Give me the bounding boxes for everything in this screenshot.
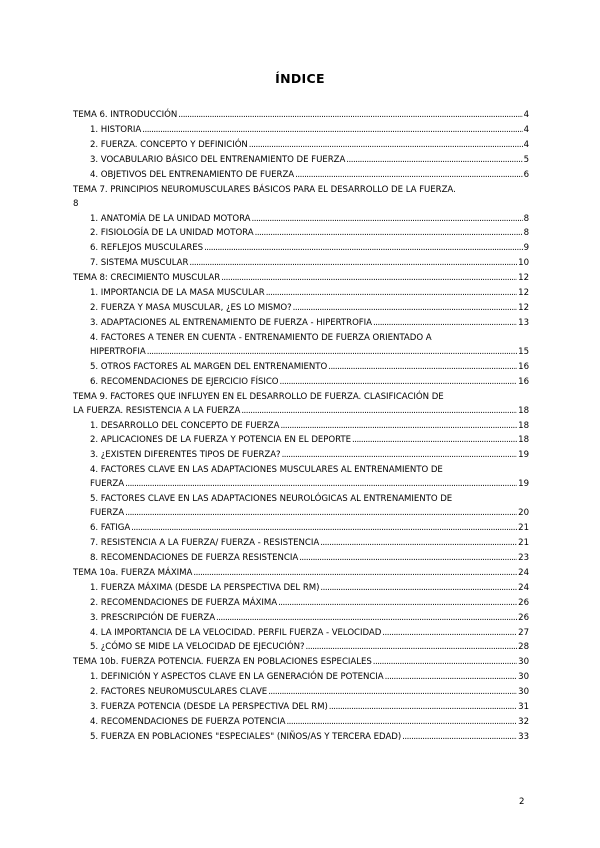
toc-section-entry[interactable] [73, 169, 529, 183]
dot-leader [216, 612, 517, 626]
toc-section-entry[interactable] [73, 332, 529, 359]
dot-leader [255, 227, 523, 241]
dot-leader [293, 302, 518, 316]
toc-entry-page: 30 [518, 657, 529, 668]
toc-section-entry[interactable] [73, 361, 529, 375]
toc-entry-text: 3. VOCABULARIO BÁSICO DEL ENTRENAMIENTO DE FUERZA [90, 154, 346, 165]
toc-section-entry[interactable] [73, 449, 529, 463]
toc-entry-text: TEMA 8: CRECIMIENTO MUSCULAR [73, 273, 221, 284]
toc-chapter-entry[interactable] [73, 656, 529, 670]
toc-section-entry[interactable] [73, 552, 529, 566]
toc-chapter-entry[interactable] [73, 109, 529, 123]
toc-section-entry[interactable] [73, 287, 529, 301]
toc-section-entry[interactable] [73, 376, 529, 390]
toc-entry-text: 4. FACTORES A TENER EN CUENTA - ENTRENAMIENTO DE FUERZA ORIENTADO A [90, 333, 432, 344]
toc-entry-page: 16 [518, 376, 529, 387]
toc-chapter-entry[interactable] [73, 391, 529, 418]
toc-entry-text: 2. FUERZA Y MASA MUSCULAR, ¿ES LO MISMO? [90, 303, 292, 314]
toc-entry-page: 6 [523, 169, 529, 180]
toc-entry-page: 26 [518, 612, 529, 623]
toc-entry-page: 4 [523, 110, 529, 120]
toc-entry-page: 20 [518, 507, 529, 518]
toc-entry-page: 4 [523, 124, 529, 135]
toc-entry-page: 24 [518, 567, 529, 578]
toc-entry-page: 19 [518, 479, 529, 490]
dot-leader [278, 597, 517, 611]
toc-section-entry[interactable] [73, 701, 529, 715]
toc-entry-text: 4. FACTORES CLAVE EN LAS ADAPTACIONES MUSCULARES AL ENTRENAMIENTO DE [90, 465, 443, 476]
toc-section-entry[interactable] [73, 434, 529, 448]
toc-entry-page: 33 [518, 732, 529, 743]
dot-leader [147, 346, 517, 360]
toc-section-entry[interactable] [73, 627, 529, 641]
dot-leader [299, 552, 517, 566]
toc-section-entry[interactable] [73, 612, 529, 626]
toc-entry-text: 2. FACTORES NEUROMUSCULARES CLAVE [90, 687, 268, 698]
dot-leader [295, 169, 522, 183]
toc-entry-text-continued: HIPERTROFIA [90, 346, 146, 357]
toc-entry-page: 12 [518, 288, 529, 299]
dot-leader [193, 567, 517, 581]
dot-leader [125, 507, 517, 521]
toc-entry-text: 5. OTROS FACTORES AL MARGEN DEL ENTRENAMIENTO [90, 361, 328, 372]
toc-entry-text: 7. RESISTENCIA A LA FUERZA/ FUERZA - RESISTENCIA [90, 537, 320, 548]
toc-section-entry[interactable] [73, 420, 529, 434]
toc-entry-page: 21 [518, 522, 529, 533]
toc-entry-text: 5. FACTORES CLAVE EN LAS ADAPTACIONES NEUROLÓGICAS AL ENTRENAMIENTO DE [90, 494, 453, 505]
toc-entry-text: 1. DESARROLLO DEL CONCEPTO DE FUERZA [90, 420, 280, 431]
dot-leader [328, 361, 517, 375]
dot-leader [306, 641, 518, 655]
dot-leader [266, 287, 517, 301]
toc-entry-text: 3. PRESCRIPCIÓN DE FUERZA [90, 612, 216, 623]
toc-entry-page: 16 [518, 361, 529, 372]
toc-entry-text: 1. FUERZA MÁXIMA (DESDE LA PERSPECTIVA DEL RM) [90, 582, 320, 593]
toc-entry-text: 3. ADAPTACIONES AL ENTRENAMIENTO DE FUERZA - HIPERTROFIA [90, 318, 372, 329]
toc-section-entry[interactable] [73, 124, 529, 138]
dot-leader [178, 109, 522, 123]
dot-leader [221, 272, 517, 286]
toc-entry-page: 9 [523, 243, 529, 254]
toc-section-entry[interactable] [73, 317, 529, 331]
dot-leader [252, 213, 523, 227]
toc-entry-text-continued: FUERZA [90, 479, 125, 490]
toc-entry-text: 3. FUERZA POTENCIA (DESDE LA PERSPECTIVA DEL RM) [90, 702, 328, 713]
toc-section-entry[interactable] [73, 464, 529, 491]
toc-entry-page: 18 [518, 405, 529, 416]
toc-entry-page: 18 [518, 435, 529, 446]
dot-leader [320, 582, 517, 596]
toc-section-entry[interactable] [73, 493, 529, 520]
toc-entry-page: 15 [518, 346, 529, 357]
dot-leader [204, 242, 523, 256]
toc-entry-page: 5 [523, 154, 529, 165]
toc-entry-text: 6. RECOMENDACIONES DE EJERCICIO FÍSICO [90, 376, 279, 387]
toc-entry-page: 8 [523, 213, 529, 224]
toc-entry-page: 12 [518, 273, 529, 284]
toc-entry-text: 2. FISIOLOGÍA DE LA UNIDAD MOTORA [90, 228, 254, 239]
toc-section-entry[interactable] [73, 242, 529, 256]
dot-leader [189, 257, 517, 271]
toc-entry-text: TEMA 10a. FUERZA MÁXIMA [73, 567, 193, 578]
toc-entry-page: 13 [518, 318, 529, 329]
toc-section-entry[interactable] [73, 582, 529, 596]
dot-leader [268, 686, 517, 700]
toc-entry-page: 21 [518, 537, 529, 548]
toc-section-entry[interactable] [73, 686, 529, 700]
toc-section-entry[interactable] [73, 302, 529, 316]
dot-leader [352, 434, 517, 448]
dot-leader [249, 139, 523, 153]
toc-section-entry[interactable] [73, 597, 529, 611]
toc-chapter-entry[interactable] [73, 272, 529, 286]
dot-leader [385, 671, 518, 685]
toc-entry-text: 2. RECOMENDACIONES DE FUERZA MÁXIMA [90, 597, 278, 608]
dot-leader [346, 154, 522, 168]
toc-entry-page: 30 [518, 687, 529, 698]
dot-leader [373, 656, 517, 670]
page-number: 2 [519, 797, 525, 807]
toc-entry-text: 1. HISTORIA [90, 124, 142, 135]
toc-entry-page: 27 [518, 627, 529, 638]
toc-entry-page: 4 [523, 139, 529, 150]
toc-entry-text: TEMA 9. FACTORES QUE INFLUYEN EN EL DESARROLLO DE FUERZA. CLASIFICACIÓN DE [73, 391, 444, 402]
toc-entry-text: 4. RECOMENDACIONES DE FUERZA POTENCIA [90, 717, 286, 728]
toc-entry-page: 32 [518, 717, 529, 728]
dot-leader [286, 716, 517, 730]
dot-leader [282, 449, 518, 463]
toc-entry-page: 10 [518, 258, 529, 269]
table-of-contents [73, 109, 529, 746]
toc-section-entry[interactable] [73, 257, 529, 271]
toc-entry-text: 5. FUERZA EN POBLACIONES "ESPECIALES" (NIÑOS/AS Y TERCERA EDAD) [90, 732, 402, 743]
dot-leader [402, 731, 517, 745]
toc-entry-page: 18 [518, 420, 529, 431]
dot-leader [320, 537, 517, 551]
dot-leader [373, 317, 517, 331]
dot-leader [125, 478, 517, 492]
toc-entry-page: 23 [518, 552, 529, 563]
dot-leader [382, 627, 517, 641]
toc-entry-text: TEMA 6. INTRODUCCIÓN [73, 110, 178, 120]
toc-entry-text-continued: FUERZA [90, 507, 125, 518]
toc-entry-page: 28 [518, 642, 529, 653]
toc-section-entry[interactable] [73, 139, 529, 153]
toc-entry-text: 8. RECOMENDACIONES DE FUERZA RESISTENCIA [90, 552, 299, 563]
dot-leader [280, 376, 518, 390]
toc-entry-text: 6. REFLEJOS MUSCULARES [90, 243, 204, 254]
toc-entry-text: 3. ¿EXISTEN DIFERENTES TIPOS DE FUERZA? [90, 450, 281, 461]
toc-section-entry[interactable] [73, 213, 529, 227]
toc-section-entry[interactable] [73, 522, 529, 536]
toc-section-entry[interactable] [73, 537, 529, 551]
page-title: ÍNDICE [275, 71, 325, 86]
dot-leader [280, 420, 517, 434]
toc-entry-text: 1. ANATOMÍA DE LA UNIDAD MOTORA [90, 213, 251, 224]
toc-entry-text: 4. OBJETIVOS DEL ENTRENAMIENTO DE FUERZA [90, 169, 295, 180]
toc-entry-text: 2. APLICACIONES DE LA FUERZA Y POTENCIA EN EL DEPORTE [90, 435, 351, 446]
toc-entry-text: 7. SISTEMA MUSCULAR [90, 258, 189, 269]
toc-entry-text: 1. DEFINICIÓN Y ASPECTOS CLAVE EN LA GENERACIÓN DE POTENCIA [90, 672, 384, 683]
toc-entry-text: TEMA 7. PRINCIPIOS NEUROMUSCULARES BÁSICOS PARA EL DESARROLLO DE LA FUERZA. [73, 184, 456, 195]
toc-entry-page: 8 [523, 228, 529, 239]
dot-leader [241, 405, 517, 419]
toc-entry-text-continued: LA FUERZA. RESISTENCIA A LA FUERZA [73, 405, 241, 416]
toc-section-entry[interactable] [73, 671, 529, 685]
toc-chapter-entry[interactable] [73, 184, 529, 211]
toc-chapter-entry[interactable] [73, 567, 529, 581]
toc-section-entry[interactable] [73, 154, 529, 168]
toc-entry-text: TEMA 10b. FUERZA POTENCIA. FUERZA EN POBLACIONES ESPECIALES [73, 657, 372, 668]
toc-entry-text: 5. ¿CÓMO SE MIDE LA VELOCIDAD DE EJECUCIÓN? [90, 642, 305, 653]
toc-entry-text: 1. IMPORTANCIA DE LA MASA MUSCULAR [90, 288, 265, 299]
toc-entry-page: 30 [518, 672, 529, 683]
toc-entry-page: 8 [73, 198, 79, 209]
toc-entry-text: 4. LA IMPORTANCIA DE LA VELOCIDAD. PERFIL FUERZA - VELOCIDAD [90, 627, 382, 638]
toc-entry-page: 26 [518, 597, 529, 608]
toc-section-entry[interactable] [73, 641, 529, 655]
toc-entry-text: 6. FATIGA [90, 522, 131, 533]
toc-entry-page: 19 [518, 450, 529, 461]
toc-entry-page: 31 [518, 702, 529, 713]
dot-leader [142, 124, 522, 138]
dot-leader [329, 701, 517, 715]
toc-entry-text: 2. FUERZA. CONCEPTO Y DEFINICIÓN [90, 139, 248, 150]
toc-entry-page: 24 [518, 582, 529, 593]
toc-section-entry[interactable] [73, 716, 529, 730]
toc-section-entry[interactable] [73, 227, 529, 241]
toc-section-entry[interactable] [73, 731, 529, 745]
dot-leader [131, 522, 517, 536]
toc-entry-page: 12 [518, 303, 529, 314]
